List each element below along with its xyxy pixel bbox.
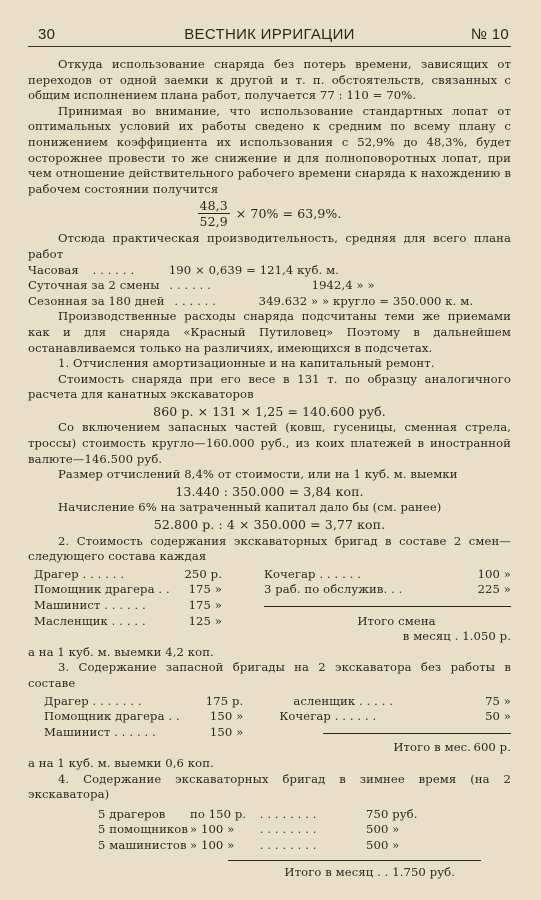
total-value: 600 р. (473, 740, 511, 755)
table-cell: 100 » (477, 566, 511, 581)
row-label: Сезонная за 180 дней (28, 293, 165, 308)
table-cell: 175 » (188, 582, 222, 597)
table-cell: Кочегар . . . . . . (279, 709, 381, 724)
table-cell: 125 » (188, 613, 222, 628)
table-cell: 750 руб. (366, 806, 418, 821)
productivity-row (28, 278, 511, 294)
table-cell: 225 » (477, 582, 511, 597)
section-heading: 1. Отчисления амортизационные и на капитальный ремонт. (58, 356, 435, 371)
total-rule (228, 860, 481, 861)
formula-rest: × 70% = 63,9%. (235, 206, 342, 222)
table-row (44, 740, 511, 756)
table-cell: 175 р. (205, 693, 244, 708)
row-value: 349.632 » » круглo = 350.000 к. м. (258, 293, 474, 308)
table-cell (194, 740, 244, 756)
table-cell: 250 р. (184, 566, 222, 581)
total-label: Итого смена (357, 613, 436, 628)
paragraph: Принимая во внимание, что использование стандартных лопат от оптимальных условий их работы сведено к средним по всему плану с понижением коэффициента их использования с 52,9% до 48,3%, будет осторожнее провести то же снижение и для полноповоротных лопат, при чем отношение действительного рабочего времени снаряда к нахождению в рабочем состоянии получится (28, 103, 511, 196)
table-cell: 5 драгеров (98, 806, 166, 821)
table-cell: Машинист . . . . . . (44, 724, 160, 739)
table-cell: Масленщик . . . . . (34, 613, 150, 628)
table-cell: Кочегар . . . . . . (263, 566, 365, 581)
table-cell (34, 629, 174, 645)
leader-dots: . . . . . . . . (256, 822, 321, 837)
table-cell: асленщик . . . . . (293, 693, 397, 708)
table-cell: Машинист . . . . . . (34, 598, 150, 612)
table-cell: 50 » (485, 709, 511, 724)
productivity-row (28, 263, 511, 279)
table-cell: Помощник драгера . . (44, 709, 184, 724)
leader-dots: . . . . . . . . (256, 837, 321, 852)
note: а на 1 куб. м. выемки 4,2 коп. (28, 644, 214, 659)
total-value: в месяц . 1.050 р. (402, 629, 511, 644)
table-cell: » 100 » (190, 837, 235, 852)
table-cell: 75 » (485, 693, 511, 708)
issue-number: № 10 (470, 26, 509, 43)
row-value: 1942,4 » » (311, 278, 375, 293)
table-cell: 500 » (366, 837, 400, 852)
page-number: 30 (38, 26, 56, 43)
table-cell (44, 740, 194, 756)
table-cell: 5 машинистов (98, 837, 187, 852)
total-label: Итого в мес. (393, 740, 472, 755)
winter-brigade-table (98, 807, 418, 854)
section-heading: 4. Содержание экскаваторных бригад в зимнее время (на 2 экскаватора) (28, 771, 511, 802)
fraction-numerator: 48,3 (199, 198, 228, 214)
row-label: Часовая (28, 262, 79, 277)
table-cell (222, 598, 511, 614)
fraction (198, 198, 230, 229)
leader-dots: . . . . . . . . (256, 806, 321, 821)
header-rule (28, 46, 511, 47)
table-cell: Помощник драгера . . (34, 582, 174, 597)
article-body (28, 57, 511, 880)
table-row (44, 694, 511, 710)
table-row (44, 709, 511, 725)
table-cell: 175 » (188, 598, 222, 612)
table-cell: 150 » (209, 709, 244, 724)
table-cell: 500 » (366, 822, 400, 837)
table-cell: 150 » (209, 724, 244, 739)
table-row (34, 614, 511, 630)
paragraph: Откуда использование снаряда без потерь времени, зависящих от переходов от одной заемки к другой и т. п. обстоятельств, связанных с общим исполнением плана работ, получается 77 : 110 = 70%. (28, 57, 511, 103)
table-cell: » 100 » (190, 822, 235, 837)
table-cell: по 150 р. (190, 806, 247, 821)
formula-interest: 52.800 р. : 4 × 350.000 = 3,77 коп. (153, 517, 386, 533)
table-row (34, 582, 511, 598)
table-row (98, 807, 418, 823)
leader-dots: . . . . . . (165, 278, 215, 293)
table-cell (174, 629, 222, 645)
table-row (34, 598, 511, 614)
table-cell: 5 помощников (98, 822, 188, 837)
paragraph: Стоимость снаряда при его весе в 131 т. по образцу аналогичного расчета для канатных экскаваторов (28, 371, 511, 402)
note: а на 1 куб. м. выемки 0,6 коп. (28, 755, 214, 770)
leader-dots: . . . . . . (170, 293, 220, 308)
table-row (34, 629, 511, 645)
table-row (44, 725, 511, 741)
formula-cost: 860 р. × 131 × 1,25 = 140.600 руб. (153, 403, 386, 419)
table-row (98, 838, 418, 854)
reserve-brigade-table (44, 694, 511, 756)
productivity-list (28, 263, 511, 310)
row-value: 190 × 0,639 = 121,4 куб. м. (168, 262, 339, 277)
leader-dots: . . . . . . (88, 262, 139, 277)
section-heading: 2. Стоимость содержания экскаваторных бригад в составе 2 смен—следующего состава каждая (28, 533, 511, 564)
formula-utilization (28, 198, 511, 229)
productivity-row (28, 294, 511, 310)
paragraph: Со включением запасных частей (ковш, гусеницы, сменная стрела, троссы) стоимость кругло—160.000 руб., из коих платежей в иностранной валюте—146.500 руб. (28, 420, 511, 466)
paragraph: Производственные расходы снаряда подсчитаны теми же приемами как и для снаряда «Красный Путиловец» Поэтому в дальнейшем останавливаемся только на различиях, имеющихся в подсчетах. (28, 309, 511, 355)
section-heading: 3. Содержание запасной бригады на 2 экскаватора без работы в составе (28, 660, 511, 690)
paragraph: Размер отчислений 8,4% от стоимости, или на 1 куб. м. выемки (58, 467, 458, 482)
table-cell: 3 раб. по обслужив. . . (263, 582, 407, 597)
running-header (28, 22, 511, 44)
fraction-denominator: 52,9 (199, 214, 228, 230)
formula-deduction: 13.440 : 350.000 = 3,84 коп. (175, 483, 364, 499)
table-cell: Драгер . . . . . . (34, 566, 128, 581)
journal-title: ВЕСТНИК ИРРИГАЦИИ (184, 26, 355, 43)
paragraph: Начисление 6% на затраченный капитал дало бы (см. ранее) (58, 500, 442, 515)
table-row (98, 822, 418, 838)
row-label: Суточная за 2 смены (28, 278, 160, 293)
brigade-table (34, 567, 511, 645)
paragraph: Отсюда практическая производительность, средняя для всего плана работ (28, 231, 511, 261)
table-cell: Драгер . . . . . . . (44, 693, 146, 708)
winter-total: Итого в месяц . . 1.750 руб. (284, 864, 455, 879)
table-row (34, 567, 511, 583)
table-cell (243, 725, 511, 741)
